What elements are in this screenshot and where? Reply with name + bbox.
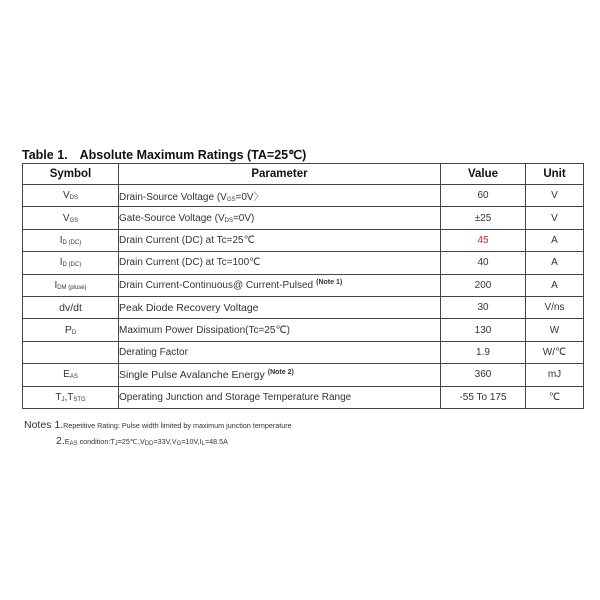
unit-cell: A bbox=[526, 229, 584, 251]
parameter-cell: Drain Current (DC) at Tc=100℃ bbox=[119, 252, 441, 274]
note-reference: (Note 2) bbox=[267, 368, 294, 376]
value-cell-highlighted: 45 bbox=[441, 229, 526, 251]
table-row bbox=[23, 229, 584, 251]
column-header-unit: Unit bbox=[526, 164, 584, 185]
table-row bbox=[23, 296, 584, 318]
symbol-cell-empty bbox=[23, 341, 119, 363]
symbol-cell: $T_J,T_{STG}$ bbox=[23, 386, 119, 408]
value-cell: 130 bbox=[441, 319, 526, 341]
parameter-cell: Operating Junction and Storage Temperature Range bbox=[119, 386, 441, 408]
value-cell: 200 bbox=[441, 274, 526, 296]
symbol-cell: $V_{DS}$ bbox=[23, 185, 119, 207]
column-header-symbol: Symbol bbox=[23, 164, 119, 185]
note-number: 1. bbox=[54, 419, 64, 431]
value-cell: 60 bbox=[441, 185, 526, 207]
unit-cell: V bbox=[526, 207, 584, 229]
note-text: Repetitive Rating: Pulse width limited by maximum junction temperature bbox=[63, 421, 292, 430]
unit-cell: A bbox=[526, 274, 584, 296]
unit-cell: W/℃ bbox=[526, 341, 584, 363]
table-title bbox=[22, 147, 306, 162]
table-row bbox=[23, 319, 584, 341]
table-header-row bbox=[23, 164, 584, 185]
symbol-cell: $V_{GS}$ bbox=[23, 207, 119, 229]
table-row bbox=[23, 252, 584, 274]
note-text: $E_{AS}$ $condition:T_J=25℃,V_{DD}=33V,V_G=10V,I_L=48.5A$ bbox=[64, 437, 228, 447]
parameter-cell: Maximum Power Dissipation(Tc=25℃) bbox=[119, 319, 441, 341]
parameter-cell: Gate-Source Voltage $(V_{DS}=0V)$ bbox=[119, 207, 441, 229]
notes-label: Notes bbox=[24, 419, 52, 431]
unit-cell: V/ns bbox=[526, 296, 584, 318]
parameter-cell: Drain Current-Continuous@ Current-Pulsed $^{(Note 1)}$ bbox=[119, 274, 441, 296]
symbol-cell: $P_D$ bbox=[23, 319, 119, 341]
parameter-cell: Drain Current (DC) at Tc=25℃ bbox=[119, 229, 441, 251]
symbol-cell: $I_{D (DC)}$ bbox=[23, 252, 119, 274]
column-header-value: Value bbox=[441, 164, 526, 185]
absolute-maximum-ratings-table bbox=[22, 163, 584, 409]
symbol-cell: dv/dt bbox=[23, 296, 119, 318]
value-cell: 360 bbox=[441, 364, 526, 386]
unit-cell: ℃ bbox=[526, 386, 584, 408]
value-cell: 1.9 bbox=[441, 341, 526, 363]
unit-cell: mJ bbox=[526, 364, 584, 386]
note-number: 2. bbox=[56, 435, 65, 447]
value-cell: ±25 bbox=[441, 207, 526, 229]
table-title-text: Absolute Maximum Ratings (TA=25℃) bbox=[79, 148, 307, 162]
value-cell: 30 bbox=[441, 296, 526, 318]
note-1 bbox=[24, 417, 292, 433]
value-cell: 40 bbox=[441, 252, 526, 274]
table-row bbox=[23, 274, 584, 296]
table-row bbox=[23, 207, 584, 229]
parameter-cell: Drain-Source Voltage ($V_{GS}=0V$〉 bbox=[119, 185, 441, 207]
parameter-cell: Single Pulse Avalanche Energy $^{(Note 2)}$ bbox=[119, 364, 441, 386]
notes-section bbox=[24, 417, 292, 449]
unit-cell: W bbox=[526, 319, 584, 341]
parameter-cell: Derating Factor bbox=[119, 341, 441, 363]
column-header-parameter: Parameter bbox=[119, 164, 441, 185]
symbol-cell: $I_{DM (pluse)}$ bbox=[23, 274, 119, 296]
symbol-cell: $E_{AS}$ bbox=[23, 364, 119, 386]
value-cell: -55 To 175 bbox=[441, 386, 526, 408]
note-2 bbox=[24, 433, 292, 449]
table-row bbox=[23, 185, 584, 207]
symbol-cell: $I_{D (DC)}$ bbox=[23, 229, 119, 251]
unit-cell: V bbox=[526, 185, 584, 207]
table-number: Table 1. bbox=[22, 148, 68, 162]
table-row bbox=[23, 364, 584, 386]
unit-cell: A bbox=[526, 252, 584, 274]
table-row bbox=[23, 386, 584, 408]
note-reference: (Note 1) bbox=[316, 279, 343, 287]
table-row bbox=[23, 341, 584, 363]
parameter-cell: Peak Diode Recovery Voltage bbox=[119, 296, 441, 318]
